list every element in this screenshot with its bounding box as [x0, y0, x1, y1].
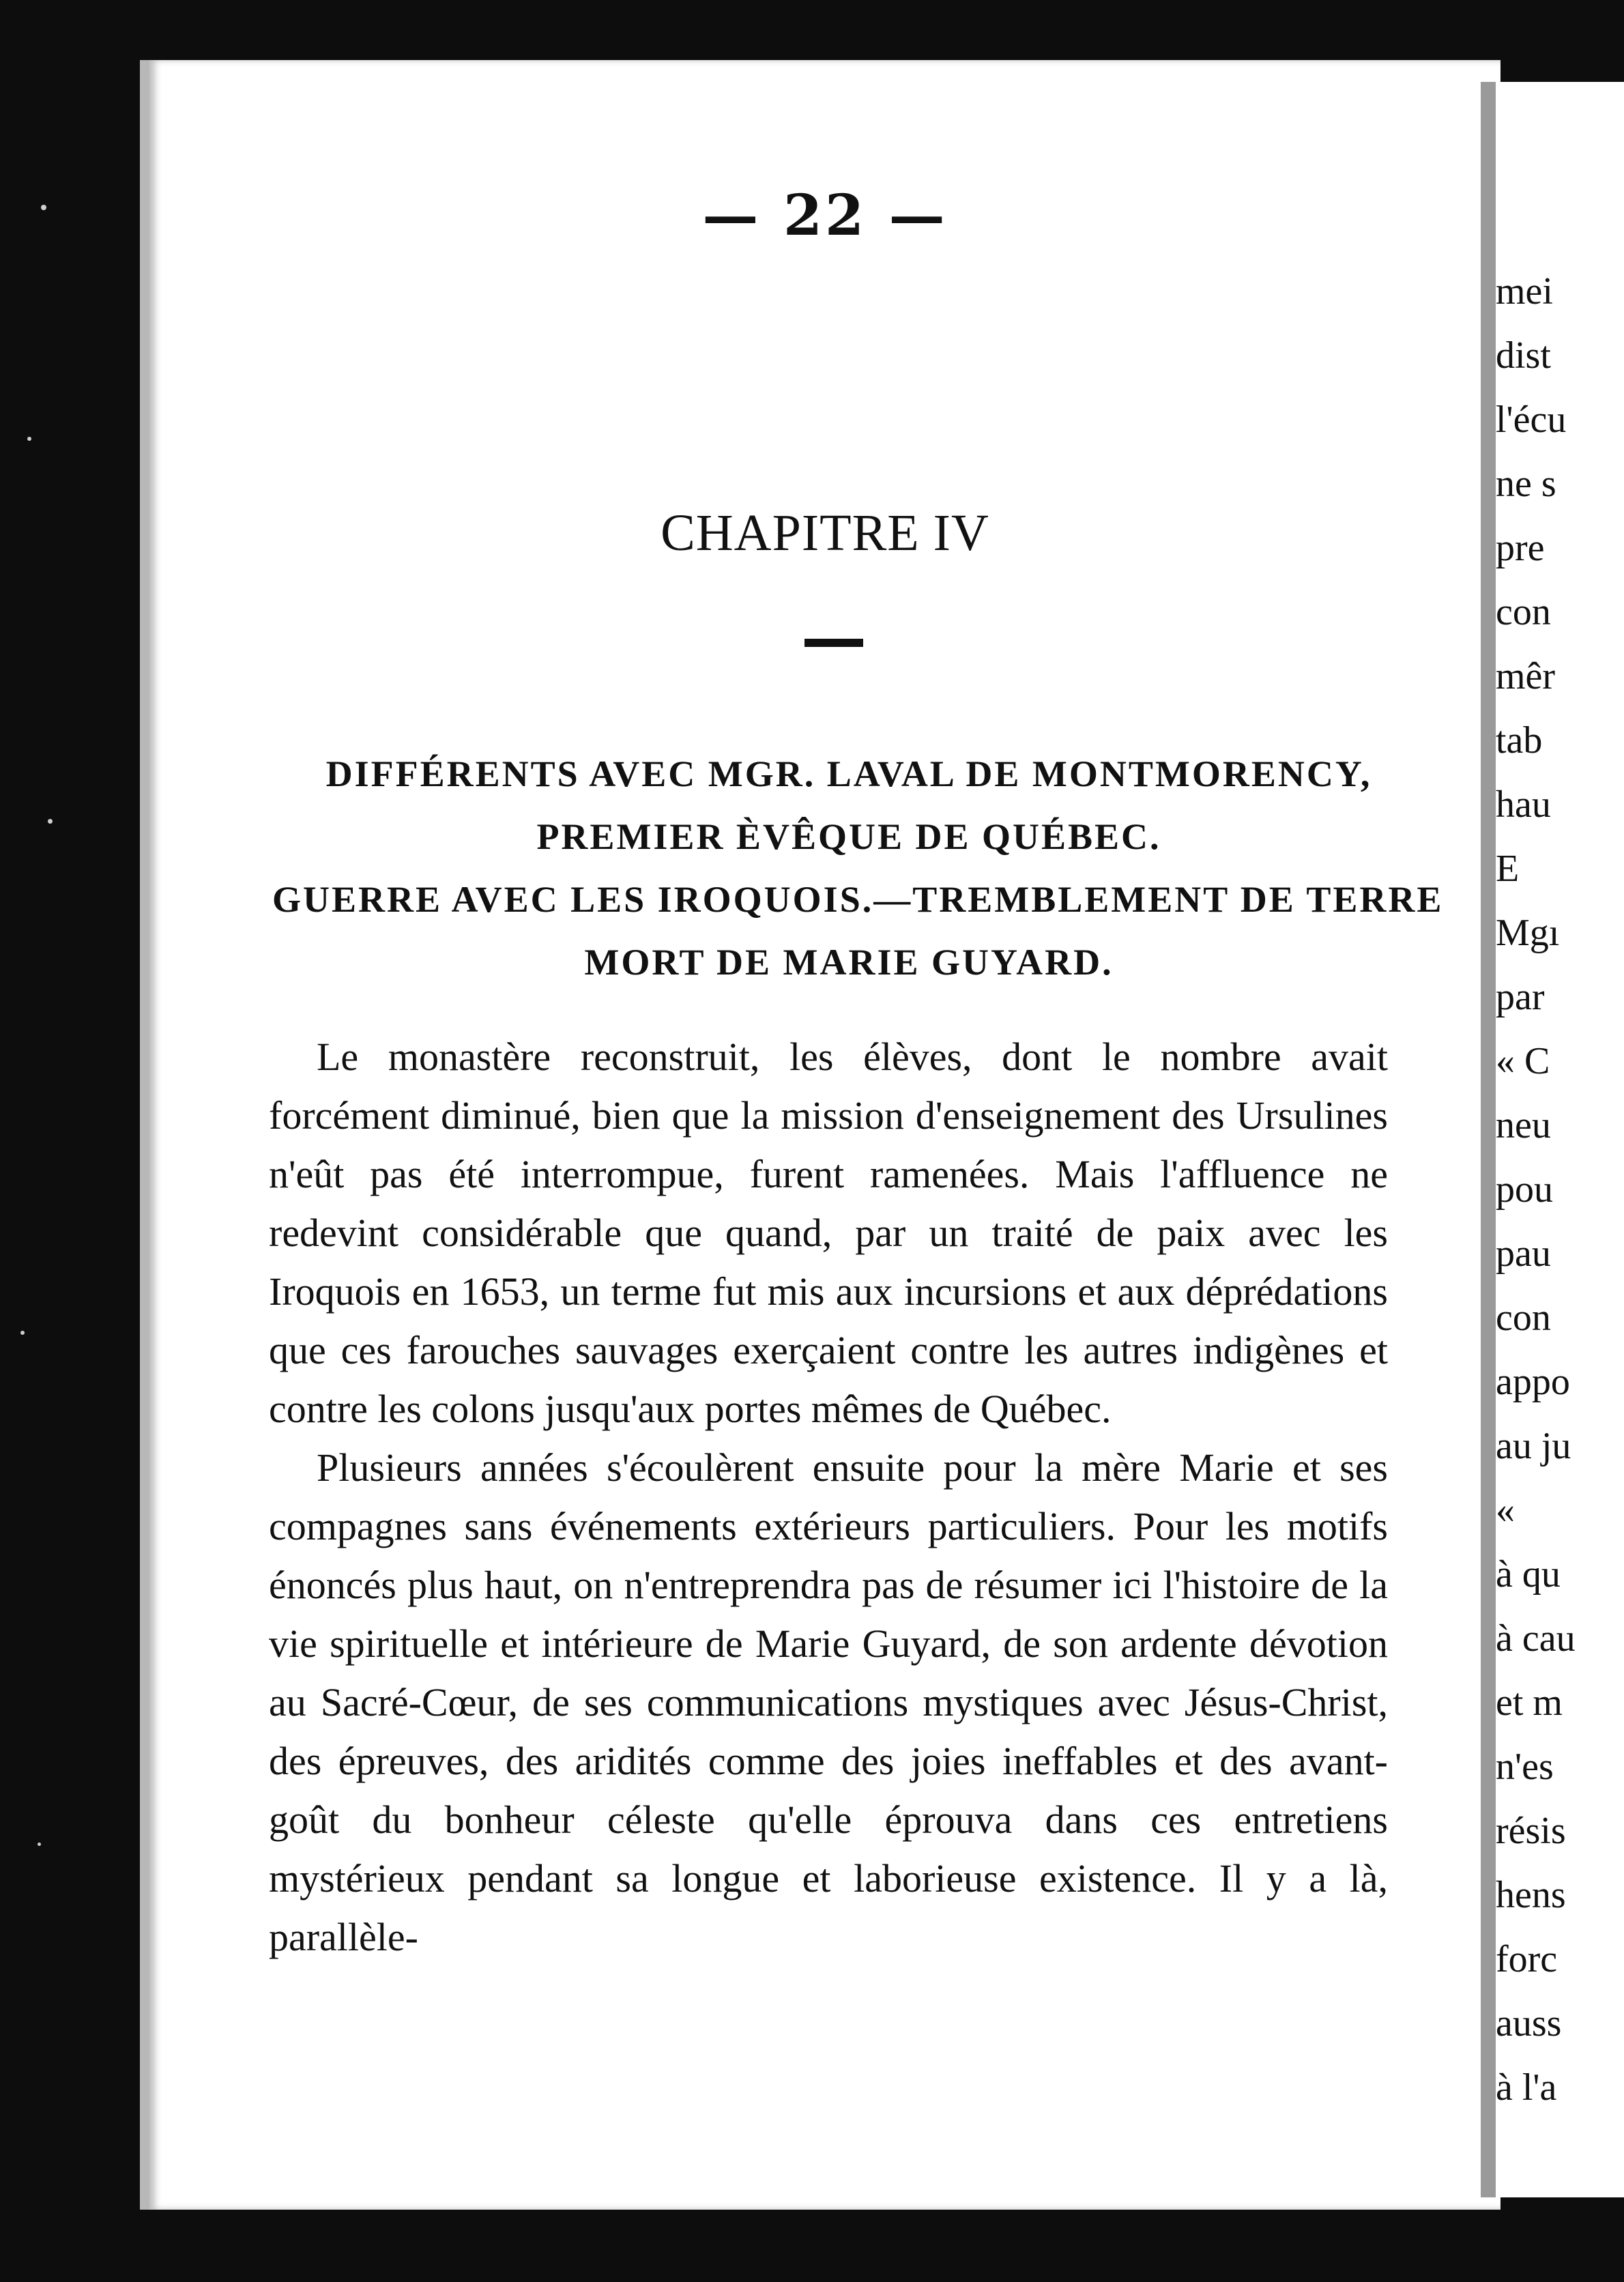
facing-line: pou	[1496, 1168, 1553, 1211]
chapter-summary-heading	[272, 742, 1444, 994]
facing-line: hau	[1496, 783, 1551, 826]
facing-line: mei	[1496, 270, 1553, 313]
heading-line: MORT DE MARIE GUYARD.	[584, 942, 1114, 983]
facing-line: forc	[1496, 1938, 1558, 1980]
facing-line: et m	[1496, 1681, 1563, 1724]
facing-line: mêr	[1496, 655, 1556, 697]
facing-line: ne s	[1496, 463, 1556, 505]
facing-line: « C	[1496, 1040, 1550, 1082]
facing-line: appo	[1496, 1361, 1570, 1403]
facing-line: à cau	[1496, 1617, 1576, 1660]
facing-line: l'écu	[1496, 399, 1567, 441]
heading-line: DIFFÉRENTS AVEC MGR. LAVAL DE MONTMORENCY,	[325, 753, 1372, 794]
chapter-divider	[804, 639, 863, 647]
facing-line: pre	[1496, 527, 1545, 569]
facing-line: tab	[1496, 719, 1543, 762]
facing-line: n'es	[1496, 1746, 1554, 1788]
facing-line: auss	[1496, 2002, 1562, 2045]
heading-line: GUERRE AVEC LES IROQUOIS.—TREMBLEMENT DE TERRE	[272, 879, 1444, 920]
facing-line: con	[1496, 591, 1551, 633]
page-number: — 22 —	[702, 183, 948, 248]
facing-line: «	[1496, 1489, 1515, 1531]
paragraph: Plusieurs années s'écoulèrent ensuite pour la mère Marie et ses compagnes sans événements extérieurs particuliers. Pour les motifs énoncés plus haut, on n'entreprendra pas de résumer ici l'histoire de la vie spirituelle et intérieure de Marie Guyard, de son ardente dévotion au Sacré-Cœur, de ses communications mystiques avec Jésus-Christ, des épreuves, des aridités comme des joies ineffables et des avant-goût du bonheur céleste qu'elle éprouva dans ces entretiens mystérieux pendant sa longue et laborieuse existence. Il y a là, parallèle-	[269, 1445, 1388, 1959]
facing-line: E	[1496, 848, 1520, 890]
chapter-title: CHAPITRE IV	[661, 504, 989, 562]
facing-line: à l'a	[1496, 2066, 1557, 2109]
left-page	[140, 60, 1500, 2210]
facing-line: par	[1496, 976, 1545, 1018]
facing-page	[1481, 82, 1624, 2197]
facing-line: à qu	[1496, 1553, 1561, 1595]
facing-line: hens	[1496, 1874, 1566, 1916]
facing-line: con	[1496, 1297, 1551, 1339]
body-text	[269, 1028, 1388, 1967]
facing-line: pau	[1496, 1232, 1551, 1275]
facing-page-text	[1496, 259, 1624, 2120]
heading-line: PREMIER ÈVÊQUE DE QUÉBEC.	[536, 816, 1161, 857]
facing-line: dist	[1496, 334, 1551, 377]
facing-line: neu	[1496, 1104, 1551, 1146]
paragraph: Le monastère reconstruit, les élèves, dont le nombre avait forcément diminué, bien que la mission d'enseignement des Ursulines n'eût pas été interrompue, furent ramenées. Mais l'affluence ne redevint considérable que quand, par un traité de paix avec les Iroquois en 1653, un terme fut mis aux incursions et aux déprédations que ces farouches sauvages exerçaient contre les autres indigènes et contre les colons jusqu'aux portes mêmes de Québec.	[269, 1035, 1388, 1431]
facing-line: au ju	[1496, 1425, 1571, 1467]
facing-line: résis	[1496, 1810, 1566, 1852]
facing-line: Mgı	[1496, 912, 1560, 954]
